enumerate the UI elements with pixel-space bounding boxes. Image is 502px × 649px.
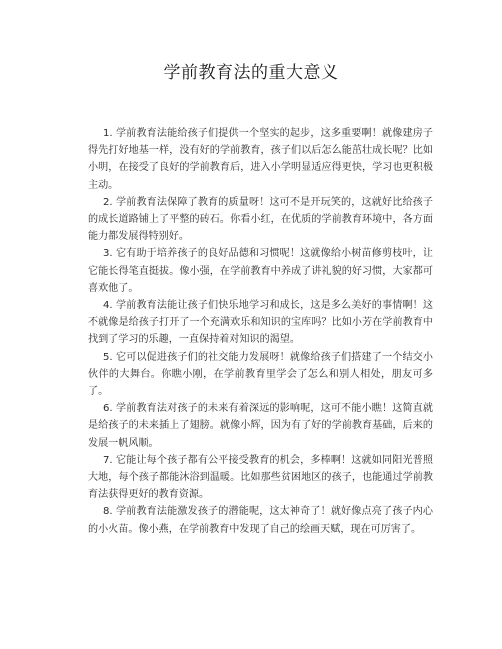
paragraph-4: 4. 学前教育法能让孩子们快乐地学习和成长，这是多么美好的事情啊！这不就像是给孩子打开了一个充满欢乐和知识的宝库吗？比如小芳在学前教育中找到了学习的乐趣，一直保持着对知识的渴望。	[88, 300, 433, 346]
paragraph-7: 7. 它能让每个孩子都有公平接受教育的机会，多棒啊！这就如同阳光普照大地，每个孩子都能沐浴到温暖。比如那些贫困地区的孩子，也能通过学前教育法获得更好的教育资源。	[88, 454, 433, 501]
paragraph-8: 8. 学前教育法能激发孩子的潜能呢，这太神奇了！就好像点亮了孩子内心的小火苗。像小燕，在学前教育中发现了自己的绘画天赋，现在可厉害了。	[88, 506, 433, 535]
page-title: 学前教育法的重大意义	[163, 63, 339, 83]
document-body	[88, 125, 433, 538]
paragraph-6: 6. 学前教育法对孩子的未来有着深远的影响呢，这可不能小瞧！这简直就是给孩子的未来插上了翅膀。就像小辉，因为有了好的学前教育基础，后来的发展一帆风顺。	[88, 403, 433, 449]
paragraph-1: 1. 学前教育法能给孩子们提供一个坚实的起步，这多重要啊！就像建房子得先打好地基一样，没有好的学前教育，孩子们以后怎么能茁壮成长呢？比如小明，在接受了良好的学前教育后，进入小学明显适应得更快，学习也更积极主动。	[88, 128, 433, 191]
paragraph-2: 2. 学前教育法保障了教育的质量呀！这可不是开玩笑的，这就好比给孩子的成长道路铺上了平整的砖石。你看小红，在优质的学前教育环境中，各方面能力都发展得特别好。	[88, 196, 433, 243]
paragraph-5: 5. 它可以促进孩子们的社交能力发展呀！就像给孩子们搭建了一个结交小伙伴的大舞台。你瞧小刚，在学前教育里学会了怎么和别人相处，朋友可多了。	[88, 351, 433, 398]
paragraph-3: 3. 它有助于培养孩子的良好品德和习惯呢！这就像给小树苗修剪枝叶，让它能长得笔直挺拔。像小强，在学前教育中养成了讲礼貌的好习惯，大家都可喜欢他了。	[88, 248, 433, 294]
